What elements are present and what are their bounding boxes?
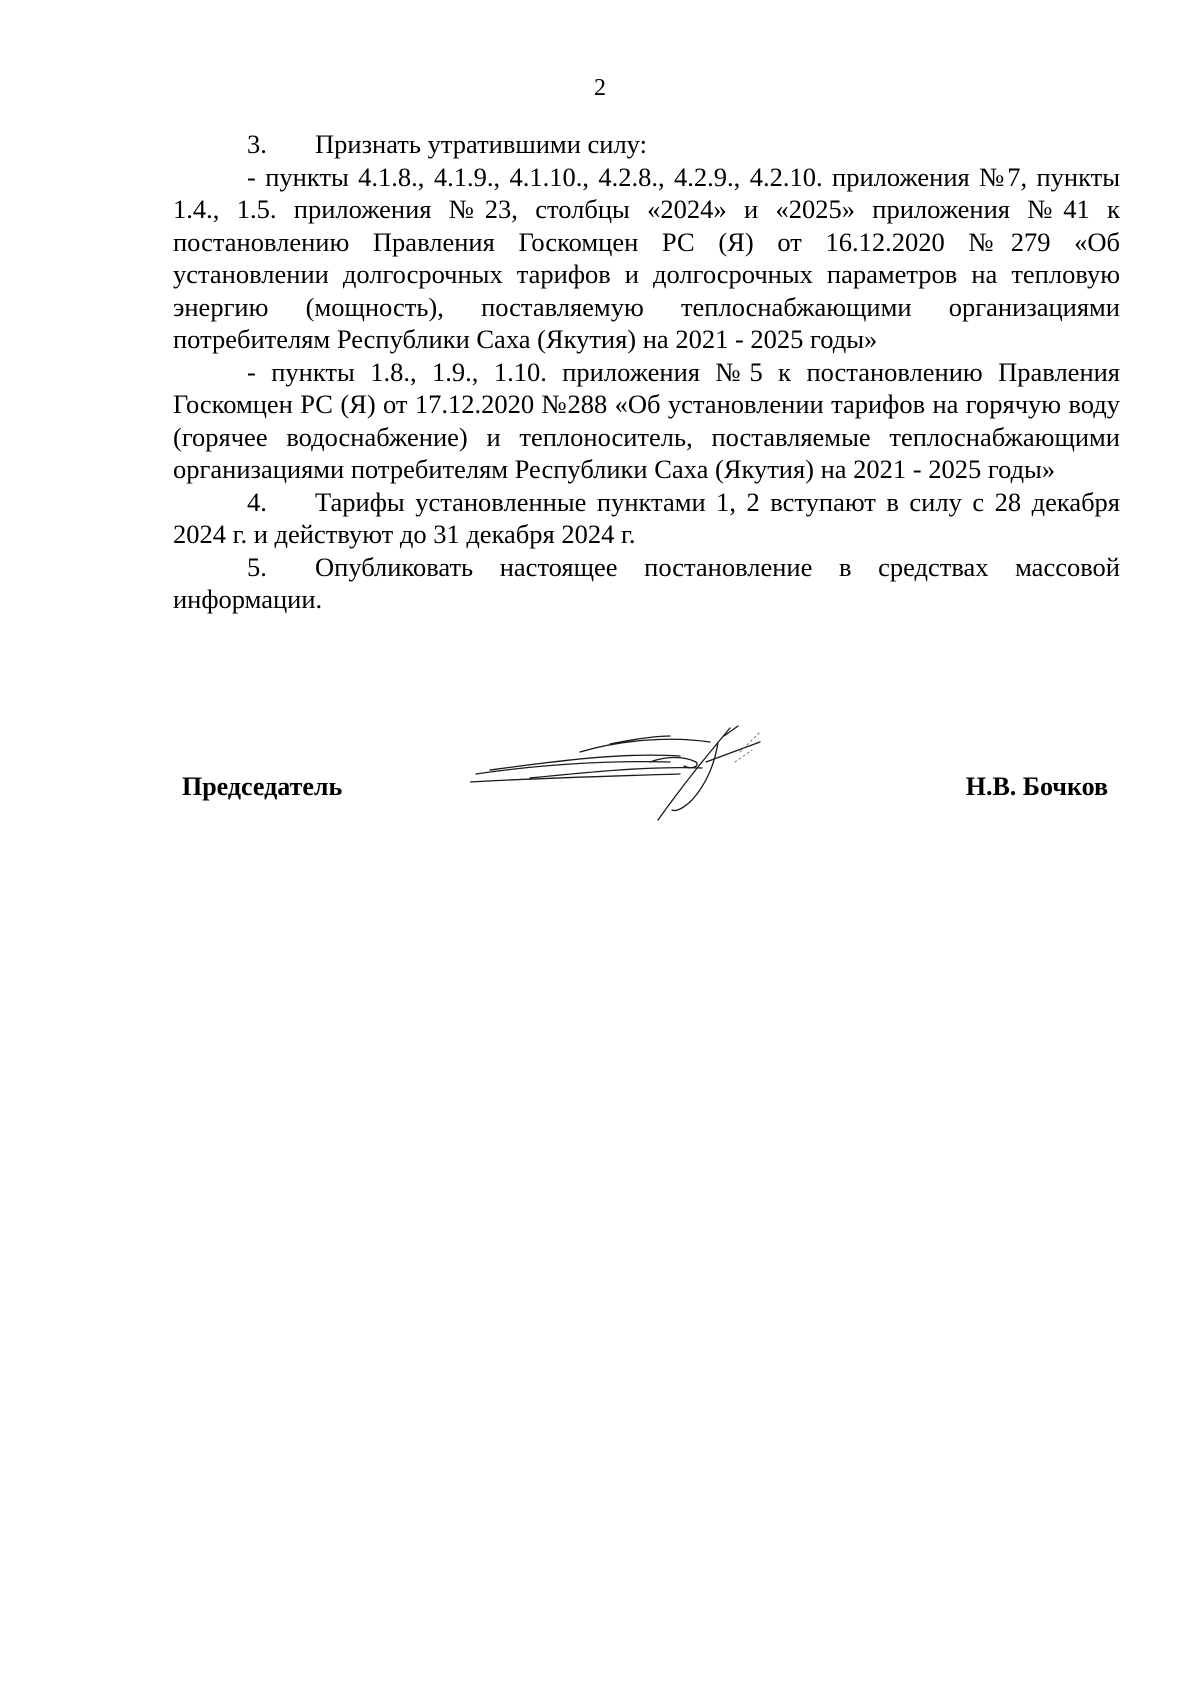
signature-block xyxy=(0,760,1200,820)
paragraph-item xyxy=(173,161,1120,356)
paragraph-item xyxy=(173,128,1120,161)
paragraph-item xyxy=(173,551,1120,616)
signer-name: Н.В. Бочков xyxy=(965,772,1108,801)
page-number: 2 xyxy=(594,75,606,101)
paragraph-text: Признать утратившими силу: xyxy=(315,129,647,159)
document-body xyxy=(173,128,1120,616)
paragraph-number: 5. xyxy=(247,551,267,582)
paragraph-item xyxy=(173,356,1120,486)
paragraph-text: - пункты 1.8., 1.9., 1.10. приложения №5 к постановлению Правления Госкомцен РС (Я) от 17.12.2020 №288 «Об установлении тарифов на горячую воду (горячее водоснабжение) и теплоноситель, поставляемые теплоснабжающими организациями потребителям Республики Саха (Якутия) на 2021 - 2025 годы» xyxy=(173,356,1120,484)
paragraph-text: Тарифы установленные пунктами 1, 2 вступают в силу с 28 декабря 2024 г. и действуют до 31 декабря 2024 г. xyxy=(173,486,1120,549)
paragraph-text: - пункты 4.1.8., 4.1.9., 4.1.10., 4.2.8., 4.2.9., 4.2.10. приложения №7, пункты 1.4., 1.5. приложения №23, столбцы «2024» и «2025» приложения №41 к постановлению Правления Госкомцен РС (Я) от 16.12.2020 №279 «Об установлении долгосрочных тарифов и долгосрочных параметров на тепловую энергию (мощность), поставляемую теплоснабжающими организациями потребителям Республики Саха (Якутия) на 2021 - 2025 годы» xyxy=(173,161,1120,354)
paragraph-number: 3. xyxy=(247,129,267,159)
paragraph-text: Опубликовать настоящее постановление в средствах массовой информации. xyxy=(173,551,1120,614)
signer-title: Председатель xyxy=(182,772,343,801)
paragraph-item xyxy=(173,486,1120,551)
paragraph-number: 4. xyxy=(247,486,267,517)
